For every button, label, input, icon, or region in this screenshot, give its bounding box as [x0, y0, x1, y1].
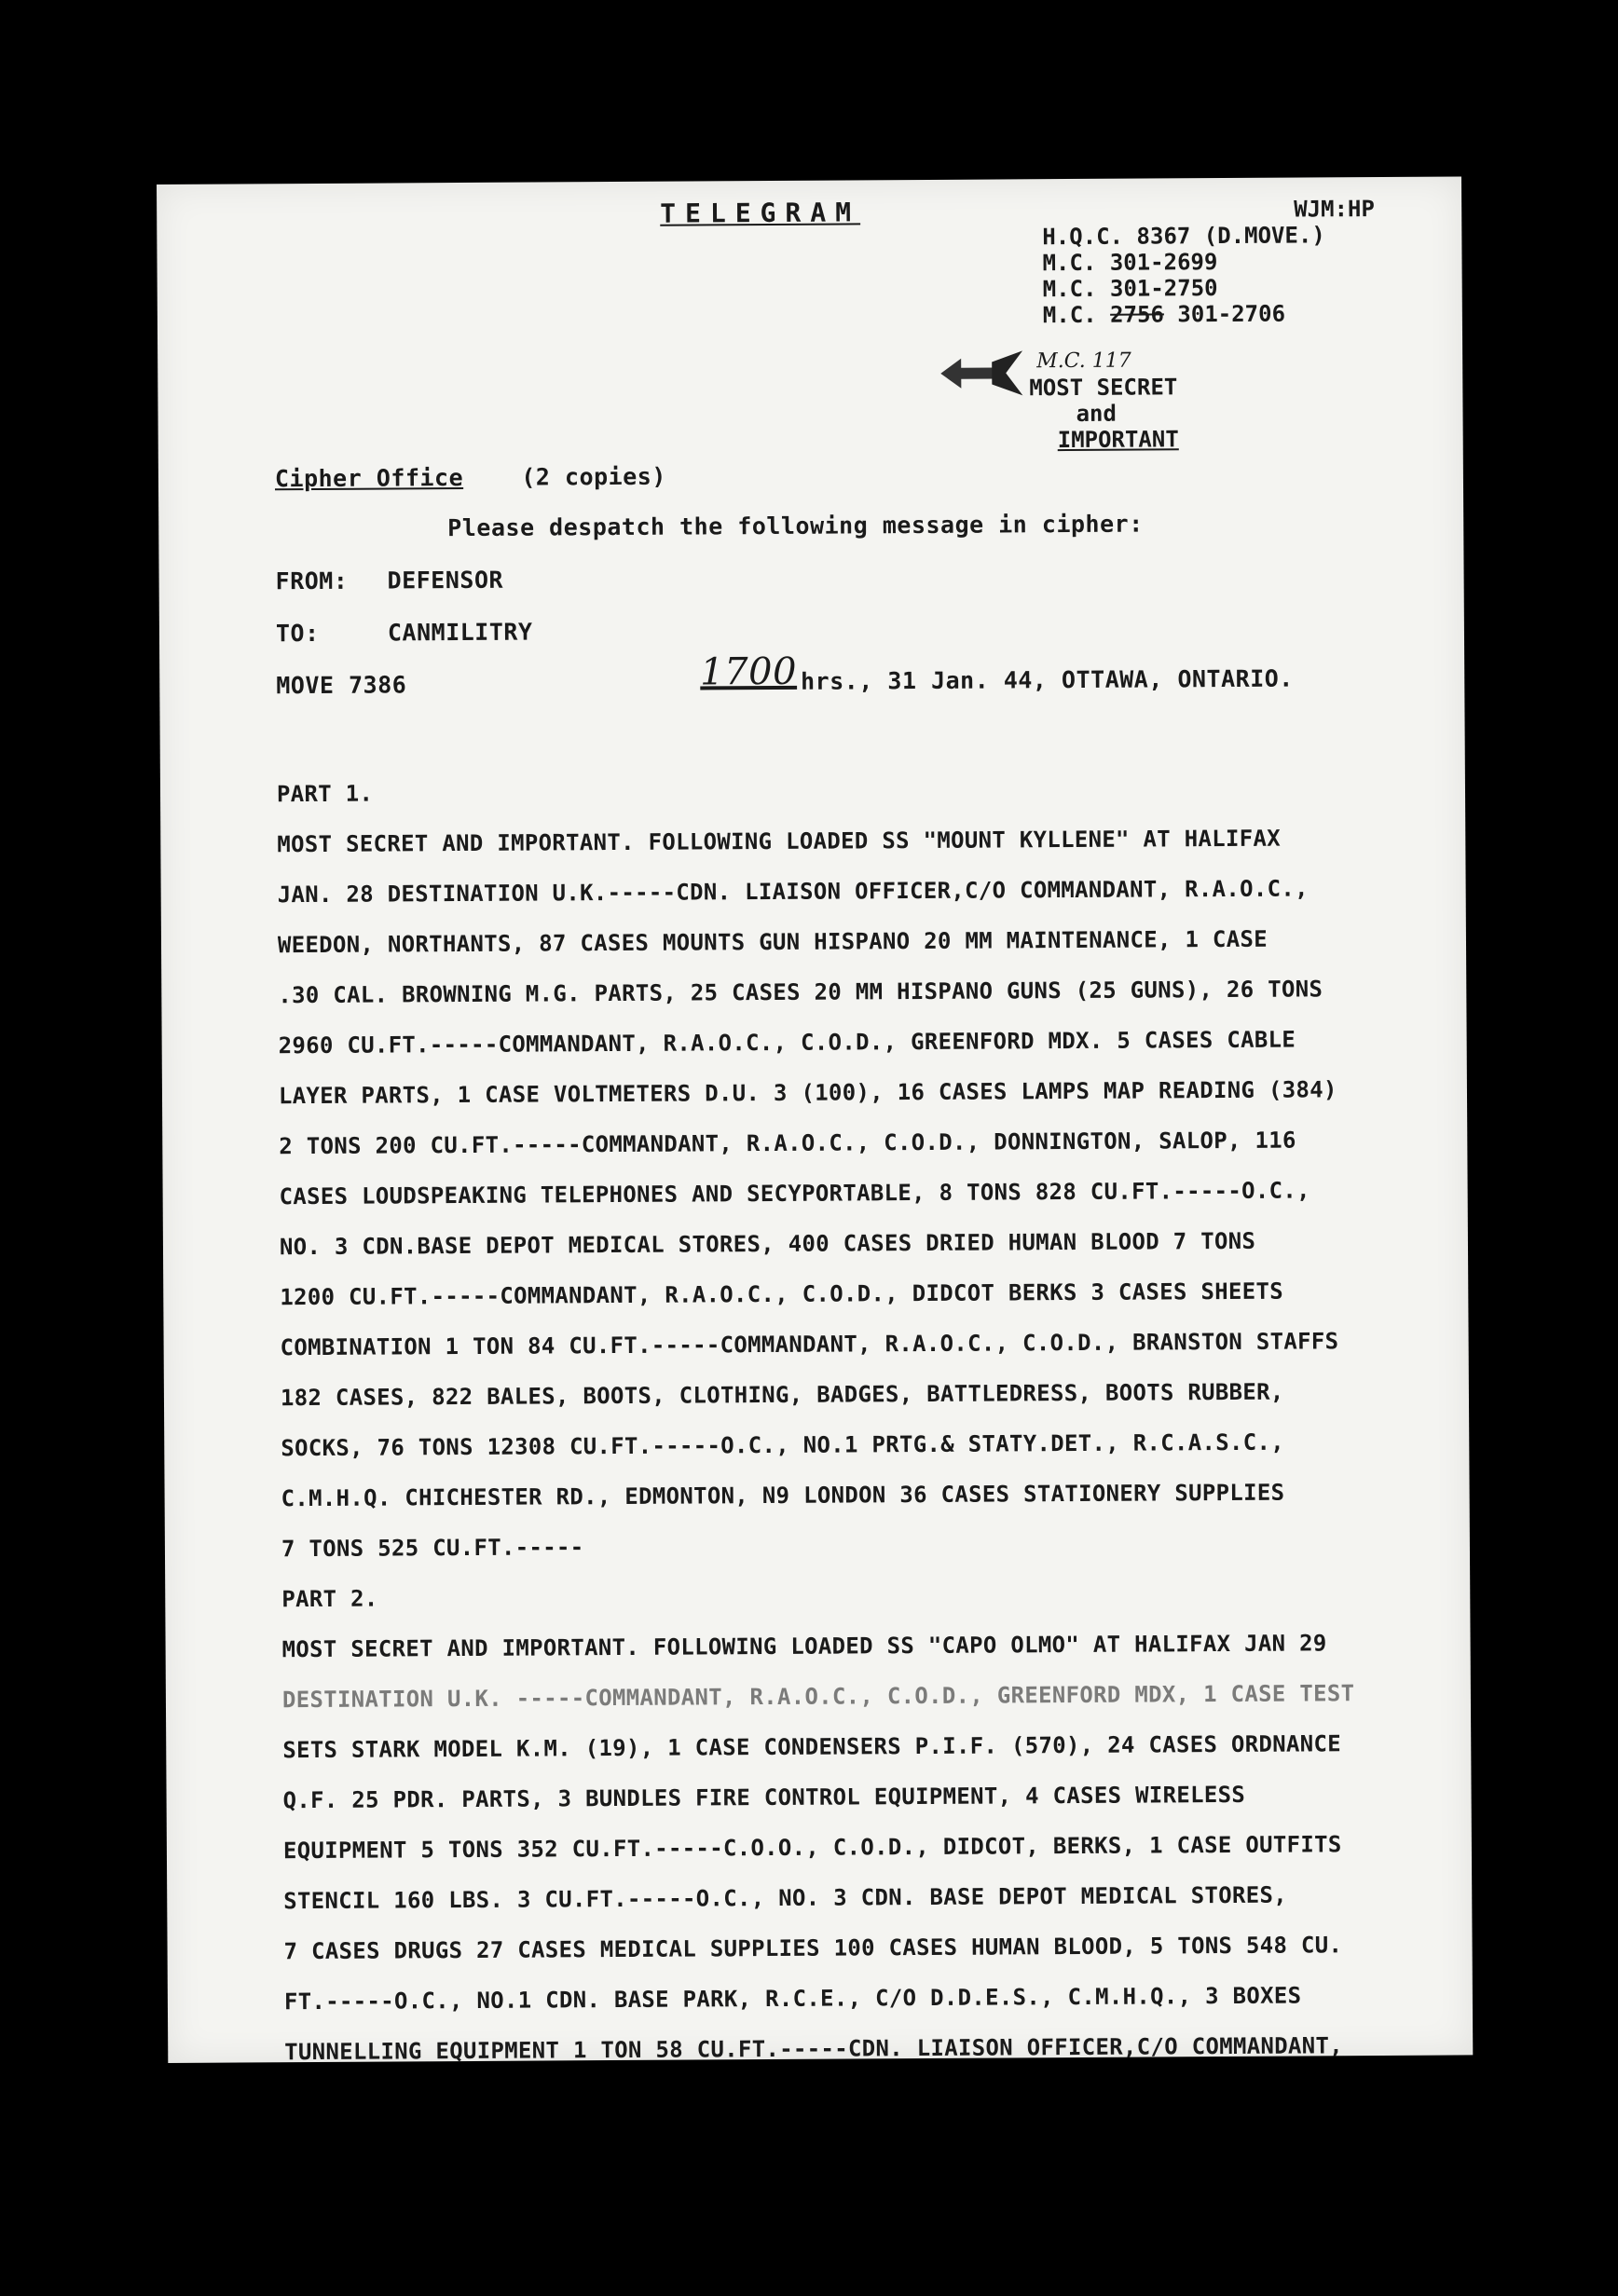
body-line: SETS STARK MODEL K.M. (19), 1 CASE CONDENSERS P.I.F. (570), 24 CASES ORDNANCE: [282, 1730, 1342, 1764]
body-line: STENCIL 160 LBS. 3 CU.FT.-----O.C., NO. 3 CDN. BASE DEPOT MEDICAL STORES,: [283, 1881, 1288, 1915]
date-location: hrs., 31 Jan. 44, OTTAWA, ONTARIO.: [800, 664, 1294, 695]
reference-line: M.C. 301-2699: [1042, 249, 1218, 277]
body-line: TUNNELLING EQUIPMENT 1 TON 58 CU.FT.-----CDN. LIAISON OFFICER,C/O COMMANDANT,: [284, 2032, 1344, 2066]
reference-block: [1042, 196, 1375, 329]
body-line: SOCKS, 76 TONS 12308 CU.FT.-----O.C., NO.1 PRTG.& STATY.DET., R.C.A.S.C.,: [281, 1428, 1285, 1462]
body-line: CASES LOUDSPEAKING TELEPHONES AND SECYPORTABLE, 8 TONS 828 CU.FT.-----O.C.,: [279, 1177, 1310, 1210]
to-label: TO:: [275, 619, 320, 648]
reference-value: 301-2706: [1177, 300, 1286, 328]
body-line: JAN. 28 DESTINATION U.K.-----CDN. LIAISON OFFICER,C/O COMMANDANT, R.A.O.C.,: [277, 875, 1309, 909]
from-value: DEFENSOR: [387, 566, 504, 594]
stamped-arrow-icon: [940, 345, 1024, 402]
reference-line: [1043, 300, 1326, 328]
body-line: EQUIPMENT 5 TONS 352 CU.FT.-----C.O.O., C.O.D., DIDCOT, BERKS, 1 CASE OUTFITS: [282, 1831, 1342, 1865]
from-line: [276, 567, 504, 595]
cipher-office-line: [275, 463, 666, 494]
body-line: 7 CASES DRUGS 27 CASES MEDICAL SUPPLIES 100 CASES HUMAN BLOOD, 5 TONS 548 CU.: [283, 1932, 1343, 1965]
cipher-office-label: Cipher Office: [274, 463, 464, 493]
handwritten-time: 1700: [700, 649, 798, 694]
body-line: FT.-----O.C., NO.1 CDN. BASE PARK, R.C.E., C/O D.D.E.S., C.M.H.Q., 3 BOXES: [283, 1982, 1302, 2016]
body-line: NO. 3 CDN.BASE DEPOT MEDICAL STORES, 400 CASES DRIED HUMAN BLOOD 7 TONS: [279, 1227, 1256, 1261]
from-label: FROM:: [275, 567, 349, 595]
to-value: CANMILITRY: [387, 618, 533, 647]
document-title: TELEGRAM: [660, 197, 861, 229]
date-time-line: [700, 649, 1294, 697]
reference-prefix: M.C.: [1042, 301, 1097, 329]
telegram-page: [157, 176, 1473, 2066]
body-line: 2 TONS 200 CU.FT.-----COMMANDANT, R.A.O.C., C.O.D., DONNINGTON, SALOP, 116: [279, 1127, 1296, 1160]
instruction-line: Please despatch the following message in cipher:: [447, 510, 1144, 542]
to-line: [276, 619, 533, 649]
body-line: .30 CAL. BROWNING M.G. PARTS, 25 CASES 20 MM HISPANO GUNS (25 GUNS), 26 TONS: [278, 976, 1323, 1009]
body-line: MOST SECRET AND IMPORTANT. FOLLOWING LOADED SS "CAPO OLMO" AT HALIFAX JAN 29: [281, 1630, 1327, 1663]
body-line: 2960 CU.FT.-----COMMANDANT, R.A.O.C., C.O.D., GREENFORD MDX. 5 CASES CABLE: [278, 1026, 1296, 1059]
body-line: 182 CASES, 822 BALES, BOOTS, CLOTHING, BADGES, BATTLEDRESS, BOOTS RUBBER,: [280, 1378, 1284, 1412]
typist-initials: WJM:HP: [1294, 196, 1375, 223]
body-line: PART 2.: [281, 1585, 378, 1613]
body-line: 7 TONS 525 CU.FT.-----: [281, 1534, 584, 1563]
body-line: MOST SECRET AND IMPORTANT. FOLLOWING LOADED SS "MOUNT KYLLENE" AT HALIFAX: [277, 825, 1282, 858]
body-line: C.M.H.Q. CHICHESTER RD., EDMONTON, N9 LONDON 36 CASES STATIONERY SUPPLIES: [281, 1479, 1285, 1512]
copies-note: (2 copies): [521, 462, 666, 491]
struck-reference: 2756: [1110, 301, 1165, 328]
body-line: LAYER PARTS, 1 CASE VOLTMETERS D.U. 3 (100), 16 CASES LAMPS MAP READING (384): [278, 1076, 1337, 1110]
body-line: WEEDON, NORTHANTS, 87 CASES MOUNTS GUN HISPANO 20 MM MAINTENANCE, 1 CASE: [277, 925, 1268, 959]
security-line: IMPORTANT: [1057, 426, 1179, 454]
security-line: MOST SECRET: [1029, 374, 1178, 402]
reference-line: H.Q.C. 8367 (D.MOVE.): [1042, 222, 1325, 251]
security-line: and: [1076, 400, 1117, 427]
move-reference: MOVE 7386: [276, 671, 407, 700]
body-line: PART 1.: [276, 780, 374, 808]
body-line: Q.F. 25 PDR. PARTS, 3 BUNDLES FIRE CONTROL EQUIPMENT, 4 CASES WIRELESS: [282, 1781, 1246, 1814]
body-line: 1200 CU.FT.-----COMMANDANT, R.A.O.C., C.O.D., DIDCOT BERKS 3 CASES SHEETS: [280, 1278, 1284, 1311]
handwritten-note: M.C. 117: [1036, 348, 1131, 374]
reference-line: M.C. 301-2750: [1042, 275, 1218, 303]
security-classification: [1029, 348, 1179, 453]
message-body: [277, 762, 1460, 2078]
body-line: DESTINATION U.K. -----COMMANDANT, R.A.O.C., C.O.D., GREENFORD MDX, 1 CASE TEST: [281, 1680, 1355, 1714]
body-line: COMBINATION 1 TON 84 CU.FT.-----COMMANDANT, R.A.O.C., C.O.D., BRANSTON STAFFS: [280, 1328, 1339, 1361]
